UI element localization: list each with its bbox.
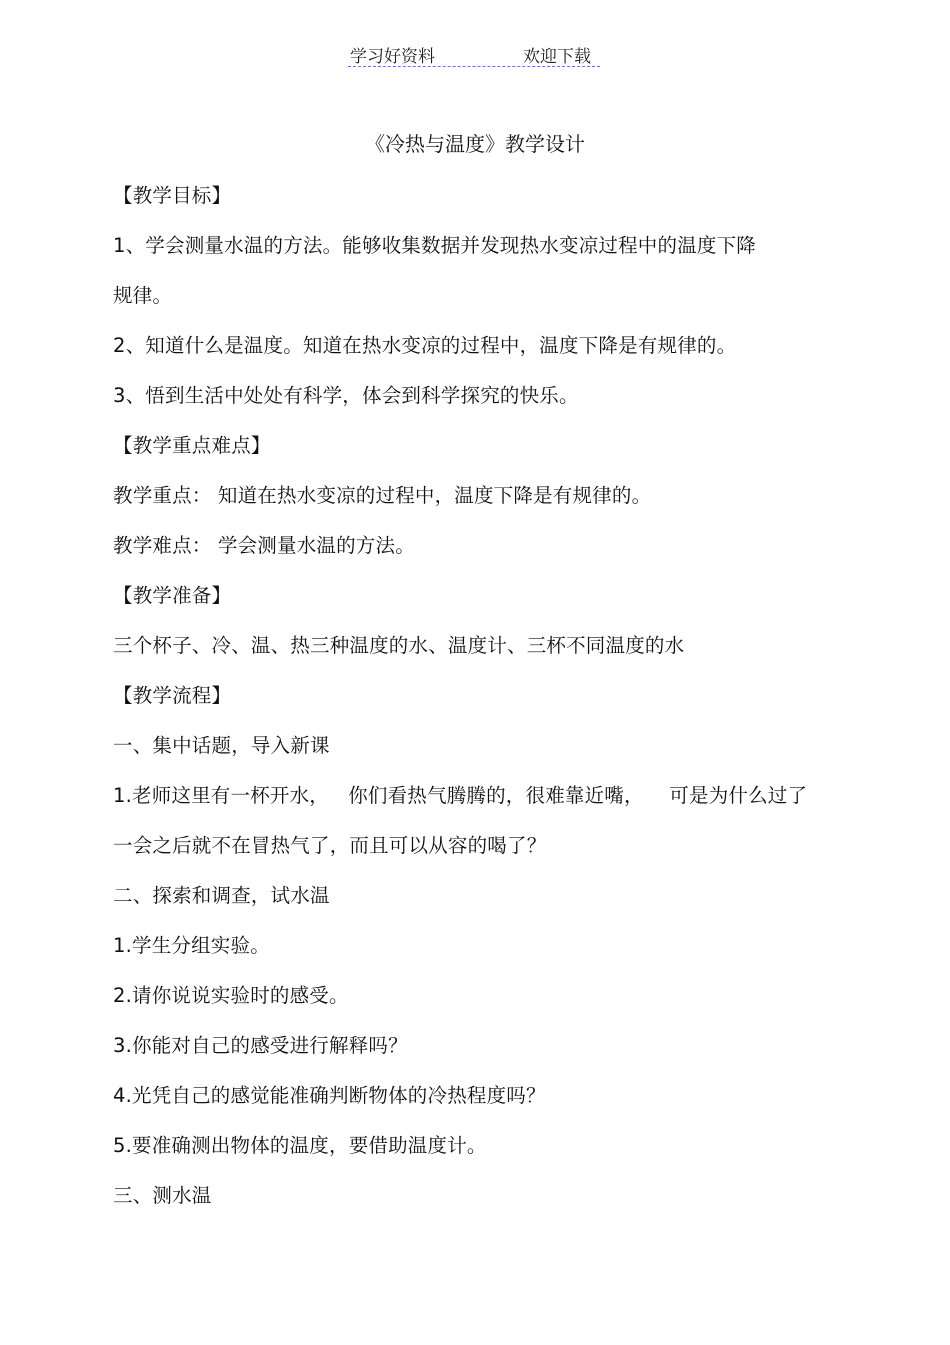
section-heading-objectives: 【教学目标】 <box>113 184 232 207</box>
section-heading-process: 【教学流程】 <box>113 684 232 707</box>
difficult-point: 教学难点： 学会测量水温的方法。 <box>113 534 415 557</box>
section-heading-preparation: 【教学准备】 <box>113 584 232 607</box>
key-point: 教学重点： 知道在热水变凉的过程中，温度下降是有规律的。 <box>113 484 652 507</box>
objective-2: 2、知道什么是温度。知道在热水变凉的过程中，温度下降是有规律的。 <box>113 334 737 357</box>
preparation-text: 三个杯子、冷、温、热三种温度的水、温度计、三杯不同温度的水 <box>113 634 685 657</box>
process-step-1-text: 1.老师这里有一杯开水， 你们看热气腾腾的，很难靠近嘴， 可是为什么过了 <box>113 784 808 807</box>
section-heading-key-points: 【教学重点难点】 <box>113 434 271 457</box>
list-item: 3.你能对自己的感受进行解释吗？ <box>113 1034 408 1057</box>
list-item: 5.要准确测出物体的温度，要借助温度计。 <box>113 1134 487 1157</box>
header-right-text: 欢迎下载 <box>523 47 591 67</box>
page-header <box>348 40 600 67</box>
list-item: 4.光凭自己的感觉能准确判断物体的冷热程度吗？ <box>113 1084 546 1107</box>
objective-3: 3、悟到生活中处处有科学，体会到科学探究的快乐。 <box>113 384 579 407</box>
objective-1-cont: 规律。 <box>113 284 173 307</box>
objective-1: 1、学会测量水温的方法。能够收集数据并发现热水变凉过程中的温度下降 <box>113 234 757 257</box>
header-left-text: 学习好资料 <box>350 47 435 67</box>
process-step-3-heading: 三、测水温 <box>113 1184 212 1207</box>
process-step-1-heading: 一、集中话题，导入新课 <box>113 734 330 757</box>
process-step-1-text-cont: 一会之后就不在冒热气了，而且可以从容的喝了？ <box>113 834 547 857</box>
list-item: 1.学生分组实验。 <box>113 934 270 957</box>
list-item: 2.请你说说实验时的感受。 <box>113 984 349 1007</box>
process-step-2-heading: 二、探索和调查，试水温 <box>113 884 330 907</box>
document-title: 《冷热与温度》教学设计 <box>365 132 585 156</box>
